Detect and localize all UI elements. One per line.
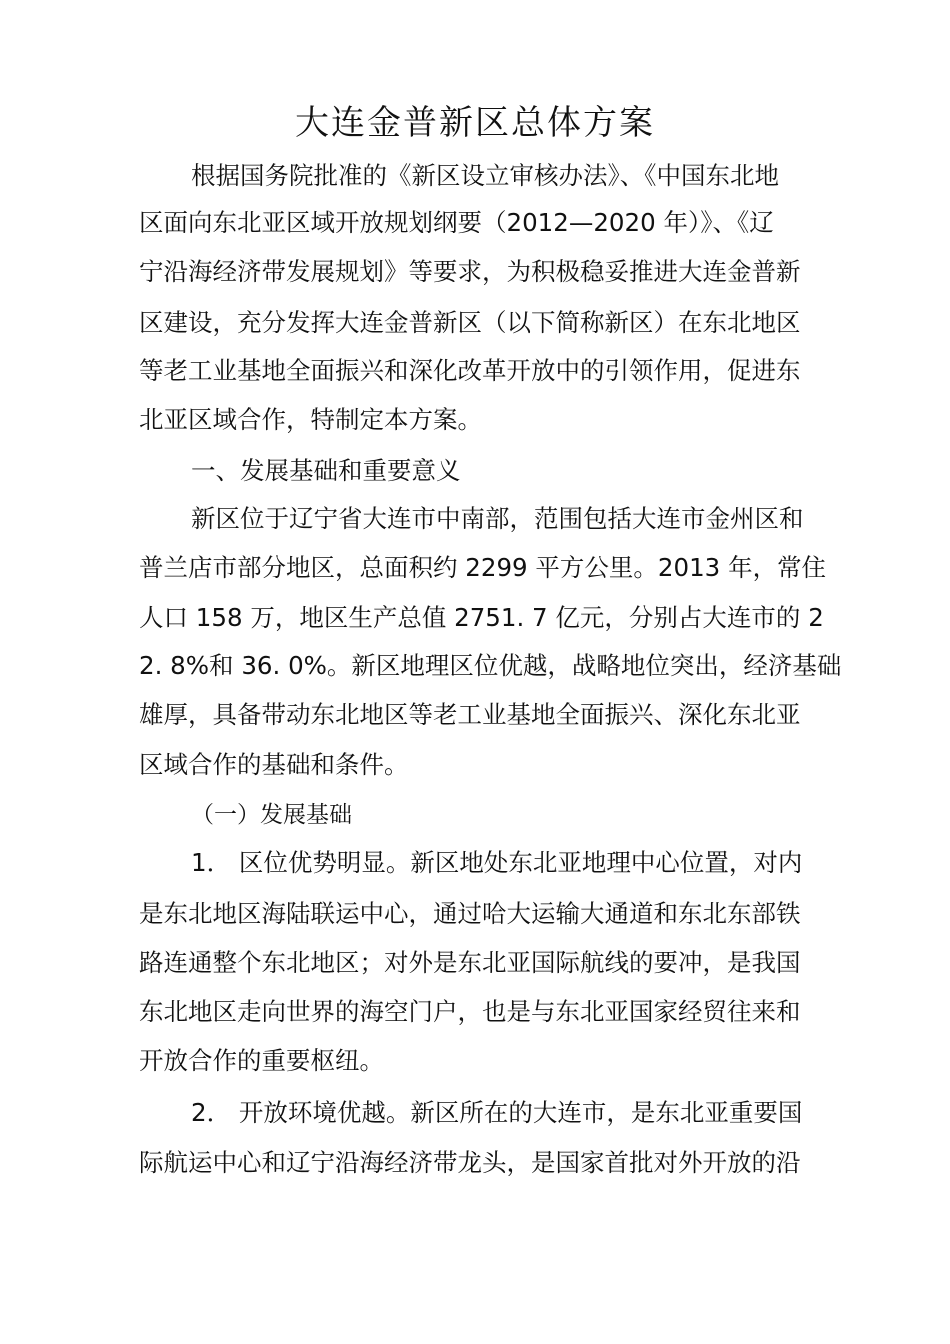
paragraph-line: 区建设，充分发挥大连金普新区（以下简称新区）在东北地区 [139,308,801,337]
paragraph-line: 等老工业基地全面振兴和深化改革开放中的引领作用，促进东 [139,356,801,385]
document-title: 大连金普新区总体方案 [295,103,655,143]
section-heading: 一、发展基础和重要意义 [191,456,461,485]
subsection-heading: （一）发展基础 [191,802,352,828]
paragraph-line: 北亚区域合作，特制定本方案。 [139,405,482,434]
paragraph-line: 人口 158 万，地区生产总值 2751. 7 亿元，分别占大连市的 2 [139,603,824,632]
paragraph-line: 是东北地区海陆联运中心，通过哈大运输大通道和东北东部铁 [139,899,801,928]
paragraph-line: 1． 区位优势明显。新区地处东北亚地理中心位置，对内 [191,848,803,877]
paragraph-line: 根据国务院批准的《新区设立审核办法》、《中国东北地 [191,161,779,190]
paragraph-line: 路连通整个东北地区；对外是东北亚国际航线的要冲，是我国 [139,948,801,977]
paragraph-line: 区面向东北亚区域开放规划纲要（2012—2020 年）》、《辽 [139,208,774,237]
paragraph-line: 宁沿海经济带发展规划》等要求，为积极稳妥推进大连金普新 [139,257,801,286]
paragraph-line: 2． 开放环境优越。新区所在的大连市，是东北亚重要国 [191,1098,803,1127]
paragraph-line: 东北地区走向世界的海空门户，也是与东北亚国家经贸往来和 [139,997,801,1026]
paragraph-line: 普兰店市部分地区，总面积约 2299 平方公里。2013 年，常住 [139,553,827,582]
paragraph-line: 际航运中心和辽宁沿海经济带龙头，是国家首批对外开放的沿 [139,1148,801,1177]
paragraph-line: 雄厚，具备带动东北地区等老工业基地全面振兴、深化东北亚 [139,700,801,729]
paragraph-line: 开放合作的重要枢纽。 [139,1046,384,1075]
paragraph-line: 2. 8%和 36. 0%。新区地理区位优越，战略地位突出，经济基础 [139,651,842,680]
paragraph-line: 新区位于辽宁省大连市中南部，范围包括大连市金州区和 [191,504,804,533]
paragraph-line: 区域合作的基础和条件。 [139,750,409,779]
